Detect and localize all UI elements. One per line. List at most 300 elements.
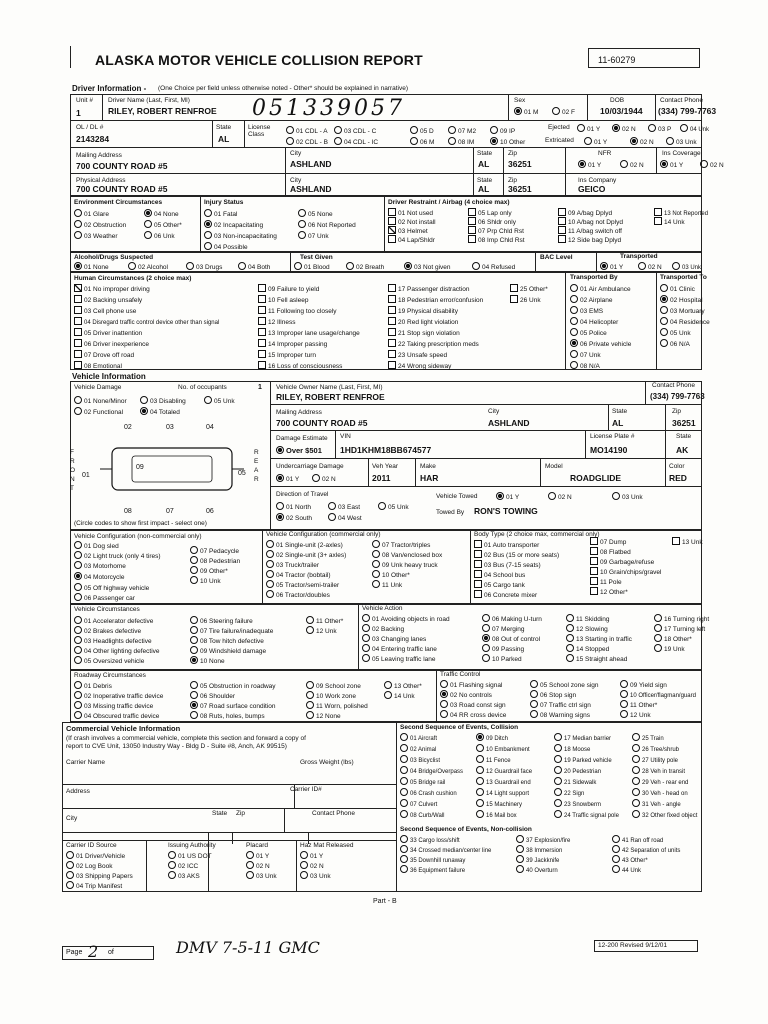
event-3[interactable]: 03 Bicyclist	[400, 755, 440, 765]
owner-value: RILEY, ROBERT RENFROE	[276, 392, 385, 402]
injury-incap[interactable]: 02 Incapacitating	[204, 220, 263, 230]
dir-west[interactable]: 04 West	[328, 513, 362, 523]
damage-disabling[interactable]: 03 Disabling	[140, 396, 186, 406]
circ-windshield[interactable]: 09 Windshield damage	[190, 646, 266, 656]
com-unk[interactable]: 11 Unk	[372, 580, 402, 590]
event-9[interactable]: 09 Ditch	[476, 733, 508, 743]
test-refused[interactable]: 04 Refused	[472, 262, 515, 272]
nc-event-43[interactable]: 43 Other*	[612, 855, 648, 865]
com-tractor-bobtail[interactable]: 04 Tractor (bobtail)	[266, 570, 331, 580]
tc-school-zone[interactable]: 05 School zone sign	[530, 680, 599, 690]
act-straight[interactable]: 15 Straight ahead	[566, 654, 627, 664]
body-grain[interactable]: 10 Grain/chips/gravel	[590, 567, 661, 577]
env-weather[interactable]: 03 Weather	[74, 231, 117, 241]
nc-event-35[interactable]: 35 Downhill runaway	[400, 855, 465, 865]
towed-n[interactable]: 02 N	[548, 492, 572, 502]
extricated-n[interactable]: 02 N	[630, 137, 654, 147]
body-bus-7[interactable]: 03 Bus (7-15 seats)	[474, 560, 541, 570]
id-shipping[interactable]: 03 Shipping Papers	[66, 871, 133, 881]
diag-code-01[interactable]: 01	[82, 472, 90, 479]
tb-helicopter[interactable]: 04 Helicopter	[570, 317, 618, 327]
handwritten-note: DMV 7-5-11 GMC	[176, 938, 320, 957]
act-stopped[interactable]: 14 Stopped	[566, 644, 609, 654]
tb-air-ambulance[interactable]: 01 Air Ambulance	[570, 284, 631, 294]
auth-aks[interactable]: 03 AKS	[168, 871, 200, 881]
act-turn-right[interactable]: 16 Turning right	[654, 614, 709, 624]
ol-state-label: State	[216, 124, 232, 131]
lic-ip[interactable]: 09 IP	[490, 126, 515, 136]
human-17[interactable]: 17 Passenger distraction	[388, 284, 470, 294]
human-19[interactable]: 19 Physical disability	[388, 306, 458, 316]
restraint-prp-chld[interactable]: 07 Prp Chld Rst	[468, 226, 524, 236]
human-01[interactable]: 01 No improper driving	[74, 284, 150, 294]
tt-hospital[interactable]: 02 Hospital	[660, 295, 703, 305]
sex-m-option[interactable]: 01 M	[514, 107, 538, 117]
estimate-label: Damage Estimate	[276, 435, 328, 442]
human-20[interactable]: 20 Red light violation	[388, 317, 458, 327]
nc-event-33[interactable]: 33 Cargo loss/shift	[400, 835, 460, 845]
vehicle-section-label: Vehicle Information	[72, 372, 146, 381]
human-12[interactable]: 12 Illness	[258, 317, 295, 327]
tc-warning[interactable]: 08 Warning signs	[530, 710, 590, 720]
env-glare[interactable]: 01 Glare	[74, 209, 109, 219]
lic-d[interactable]: 05 D	[410, 126, 434, 136]
rd-unk[interactable]: 14 Unk	[384, 691, 415, 701]
event-12[interactable]: 12 Guardrail face	[476, 766, 532, 776]
event-23[interactable]: 23 Snowberm	[554, 799, 601, 809]
placard-n[interactable]: 02 N	[246, 861, 270, 871]
event-25[interactable]: 25 Train	[632, 733, 664, 743]
act-slowing[interactable]: 12 Slowing	[566, 624, 608, 634]
tb-airplane[interactable]: 02 Airplane	[570, 295, 613, 305]
com-other[interactable]: 10 Other*	[372, 570, 410, 580]
circ-other[interactable]: 11 Other*	[306, 616, 343, 626]
cfg-pedestrian[interactable]: 08 Pedestrian	[190, 556, 240, 566]
event-29[interactable]: 29 Veh - rear end	[632, 777, 688, 787]
event-26[interactable]: 26 Tree/shrub	[632, 744, 679, 754]
rd-inoperative[interactable]: 02 Inoperative traffic device	[74, 691, 163, 701]
restraint-imp-chld[interactable]: 08 Imp Chld Rst	[468, 235, 525, 245]
body-bus-15[interactable]: 02 Bus (15 or more seats)	[474, 550, 559, 560]
make-value: HAR	[420, 473, 439, 483]
body-other[interactable]: 12 Other*	[590, 587, 628, 597]
nc-event-38[interactable]: 38 Immersion	[516, 845, 562, 855]
restraint-shldr-only[interactable]: 06 Shldr only	[468, 217, 516, 227]
human-09[interactable]: 09 Failure to yield	[258, 284, 319, 294]
cfg-other[interactable]: 09 Other*	[190, 566, 228, 576]
transported-unk[interactable]: 03 Unk	[672, 262, 701, 272]
com-unk-heavy[interactable]: 09 Unk heavy truck	[372, 560, 438, 570]
human-10[interactable]: 10 Fell asleep	[258, 295, 308, 305]
circ-oversized[interactable]: 05 Oversized vehicle	[74, 656, 144, 666]
env-unk[interactable]: 06 Unk	[144, 231, 175, 241]
test-breath[interactable]: 02 Breath	[346, 262, 384, 272]
auth-usdot[interactable]: 01 US DOT	[168, 851, 212, 861]
body-garbage[interactable]: 09 Garbage/refuse	[590, 557, 654, 567]
extricated-y[interactable]: 01 Y	[584, 137, 607, 147]
towed-by-label: Towed By	[436, 509, 465, 516]
act-starting[interactable]: 13 Starting in traffic	[566, 634, 632, 644]
tc-road-const[interactable]: 03 Road const sign	[440, 700, 506, 710]
event-5[interactable]: 05 Bridge rail	[400, 777, 445, 787]
event-8[interactable]: 08 Curb/Wall	[400, 810, 444, 820]
event-20[interactable]: 20 Pedestrian	[554, 766, 601, 776]
human-26[interactable]: 26 Unk	[510, 295, 541, 305]
circ-none[interactable]: 10 None	[190, 656, 225, 666]
hazmat-n[interactable]: 02 N	[300, 861, 324, 871]
event-7[interactable]: 07 Culvert	[400, 799, 437, 809]
injury-none[interactable]: 05 None	[298, 209, 333, 219]
rd-other[interactable]: 13 Other*	[384, 681, 422, 691]
act-uturn[interactable]: 06 Making U-turn	[482, 614, 542, 624]
diag-code-09[interactable]: 09	[136, 464, 144, 471]
rd-road-surface[interactable]: 07 Road surface condition	[190, 701, 276, 711]
nc-events-label: Second Sequence of Events, Non-collision	[400, 826, 532, 833]
roadway-label: Roadway Circumstances	[74, 672, 146, 679]
act-entering[interactable]: 04 Entering traffic lane	[362, 644, 437, 654]
damage-none-minor[interactable]: 01 None/Minor	[74, 396, 127, 406]
restraint-unk[interactable]: 14 Unk	[654, 217, 685, 227]
env-obstruction[interactable]: 02 Obstruction	[74, 220, 126, 230]
event-10[interactable]: 10 Embankment	[476, 744, 530, 754]
restraint-abag-off[interactable]: 11 A/bag switch off	[558, 226, 622, 236]
transported-to-label: Transported To	[660, 274, 707, 281]
event-28[interactable]: 28 Veh in transit	[632, 766, 685, 776]
alcohol-alcohol[interactable]: 02 Alcohol	[128, 262, 168, 272]
cfg-unk[interactable]: 10 Unk	[190, 576, 221, 586]
event-6[interactable]: 06 Crash cushion	[400, 788, 457, 798]
event-24[interactable]: 24 Traffic signal pole	[554, 810, 619, 820]
cfg-motorhome[interactable]: 03 Motorhome	[74, 561, 126, 571]
env-none[interactable]: 04 None	[144, 209, 179, 219]
sex-f-option[interactable]: 02 F	[552, 107, 575, 117]
event-22[interactable]: 22 Sign	[554, 788, 584, 798]
injury-nonincap[interactable]: 03 Non-incapacitating	[204, 231, 277, 241]
nc-event-39[interactable]: 39 Jackknife	[516, 855, 559, 865]
damage-totaled[interactable]: 04 Totaled	[140, 407, 180, 417]
id-driver-vehicle[interactable]: 01 Driver/Vehicle	[66, 851, 125, 861]
events-label: Second Sequence of Events, Collision	[400, 724, 519, 731]
placard-y[interactable]: 01 Y	[246, 851, 269, 861]
cfg-dog-sled[interactable]: 01 Dog sled	[74, 541, 119, 551]
event-27[interactable]: 27 Utility pole	[632, 755, 678, 765]
human-22[interactable]: 22 Taking prescription meds	[388, 339, 479, 349]
towed-y[interactable]: 01 Y	[496, 492, 519, 502]
dir-east[interactable]: 03 East	[328, 502, 360, 512]
nc-event-40[interactable]: 40 Overturn	[516, 865, 558, 875]
event-13[interactable]: 13 Guardrail end	[476, 777, 531, 787]
event-2[interactable]: 02 Animal	[400, 744, 436, 754]
dir-north[interactable]: 01 North	[276, 502, 311, 512]
towed-unk[interactable]: 03 Unk	[612, 492, 643, 502]
test-not-given[interactable]: 03 Not given	[404, 262, 451, 272]
id-trip[interactable]: 04 Trip Manifest	[66, 881, 122, 891]
nfr-n[interactable]: 02 N	[620, 160, 644, 170]
lic-cdl-b[interactable]: 02 CDL - B	[286, 137, 328, 147]
ejected-n[interactable]: 02 N	[612, 124, 636, 134]
tb-police[interactable]: 05 Police	[570, 328, 607, 338]
restraint-side-bag[interactable]: 12 Side bag Dplyd	[558, 235, 621, 245]
circ-accelerator[interactable]: 01 Accelerator defective	[74, 616, 153, 626]
rd-obscured[interactable]: 04 Obscured traffic device	[74, 711, 159, 721]
body-concrete[interactable]: 06 Concrete mixer	[474, 590, 537, 600]
rd-obstruction[interactable]: 05 Obstruction in roadway	[190, 681, 276, 691]
ejected-p[interactable]: 03 P	[648, 124, 671, 134]
env-other[interactable]: 05 Other*	[144, 220, 182, 230]
human-03[interactable]: 03 Cell phone use	[74, 306, 136, 316]
rd-none[interactable]: 12 None	[306, 711, 341, 721]
act-other[interactable]: 18 Other*	[654, 634, 692, 644]
act-out-of-control[interactable]: 08 Out of control	[482, 634, 540, 644]
ins-coverage-y[interactable]: 01 Y	[660, 160, 683, 170]
restraint-abag-dplyd[interactable]: 09 A/bag Dplyd	[558, 208, 612, 218]
damage-unk[interactable]: 05 Unk	[204, 396, 235, 406]
human-07[interactable]: 07 Drove off road	[74, 350, 134, 360]
circ-tow-hitch[interactable]: 08 Tow hitch defective	[190, 636, 264, 646]
restraint-lap-only[interactable]: 05 Lap only	[468, 208, 512, 218]
human-21[interactable]: 21 Stop sign violation	[388, 328, 460, 338]
act-changing[interactable]: 03 Changing lanes	[362, 634, 426, 644]
event-17[interactable]: 17 Median barrier	[554, 733, 611, 743]
event-11[interactable]: 11 Fence	[476, 755, 511, 765]
hazmat-label: Haz Mat Released	[300, 842, 354, 849]
transported-n[interactable]: 02 N	[638, 262, 662, 272]
lic-m2[interactable]: 07 M2	[448, 126, 476, 136]
alcohol-none[interactable]: 01 None	[74, 262, 109, 272]
body-pole[interactable]: 11 Pole	[590, 577, 622, 587]
tc-no-controls[interactable]: 02 No controls	[440, 690, 492, 700]
nc-event-44[interactable]: 44 Unk	[612, 865, 641, 875]
human-02[interactable]: 02 Backing unsafely	[74, 295, 142, 305]
placard-unk[interactable]: 03 Unk	[246, 871, 277, 881]
dir-south[interactable]: 02 South	[276, 513, 312, 523]
tb-ems[interactable]: 03 EMS	[570, 306, 603, 316]
tb-na[interactable]: 08 N/A	[570, 361, 600, 371]
tt-na[interactable]: 06 N/A	[660, 339, 690, 349]
act-backing[interactable]: 02 Backing	[362, 624, 404, 634]
circ-unk[interactable]: 12 Unk	[306, 626, 337, 636]
human-14[interactable]: 14 Improper passing	[258, 339, 327, 349]
act-skidding[interactable]: 11 Skidding	[566, 614, 610, 624]
injury-not-reported[interactable]: 06 Not Reported	[298, 220, 356, 230]
com-van[interactable]: 08 Van/enclosed box	[372, 550, 442, 560]
diag-code-07[interactable]: 07	[166, 508, 174, 515]
restraint-lap-shldr[interactable]: 04 Lap/Shldr	[388, 235, 435, 245]
human-16[interactable]: 16 Loss of consciousness	[258, 361, 342, 371]
com-truck-trailer[interactable]: 03 Truck/trailer	[266, 560, 319, 570]
diag-code-06[interactable]: 06	[206, 508, 214, 515]
nfr-y[interactable]: 01 Y	[578, 160, 601, 170]
body-flatbed[interactable]: 08 Flatbed	[590, 547, 631, 557]
human-05[interactable]: 05 Driver inattention	[74, 328, 142, 338]
injury-label: Injury Status	[204, 199, 244, 206]
com-single-2[interactable]: 01 Single-unit (2-axles)	[266, 540, 343, 550]
extricated-label: Extricated	[545, 137, 574, 144]
hazmat-y[interactable]: 01 Y	[300, 851, 323, 861]
nc-event-42[interactable]: 42 Separation of units	[612, 845, 680, 855]
tb-unk[interactable]: 07 Unk	[570, 350, 601, 360]
body-dump[interactable]: 07 Dump	[590, 537, 626, 547]
lic-cdl-c[interactable]: 03 CDL - C	[334, 126, 376, 136]
com-single-3[interactable]: 02 Single-unit (3+ axles)	[266, 550, 346, 560]
undercarriage-n[interactable]: 02 N	[312, 474, 336, 484]
diag-code-02[interactable]: 02	[124, 424, 132, 431]
restraint-not-reported[interactable]: 13 Not Reported	[654, 208, 708, 218]
test-blood[interactable]: 01 Blood	[294, 262, 330, 272]
undercarriage-y[interactable]: 01 Y	[276, 474, 299, 484]
alcohol-drugs[interactable]: 03 Drugs	[186, 262, 222, 272]
damage-functional[interactable]: 02 Functional	[74, 407, 123, 417]
tc-officer[interactable]: 10 Officer/flagman/guard	[620, 690, 696, 700]
rd-work-zone[interactable]: 10 Work zone	[306, 691, 356, 701]
tc-rr-cross[interactable]: 04 RR cross device	[440, 710, 506, 720]
cfg-ohv[interactable]: 05 Off highway vehicle	[74, 583, 149, 593]
tt-unk[interactable]: 05 Unk	[660, 328, 691, 338]
zip-value: 36251	[508, 159, 532, 169]
event-21[interactable]: 21 Sidewalk	[554, 777, 596, 787]
diag-code-04[interactable]: 04	[206, 424, 214, 431]
body-unk[interactable]: 13 Unk	[672, 537, 703, 547]
circ-tire[interactable]: 07 Tire failure/inadequate	[190, 626, 273, 636]
human-23[interactable]: 23 Unsafe speed	[388, 350, 447, 360]
lic-im[interactable]: 08 IM	[448, 137, 474, 147]
human-06[interactable]: 06 Driver inexperience	[74, 339, 149, 349]
act-turn-left[interactable]: 17 Turning left	[654, 624, 705, 634]
rd-shoulder[interactable]: 06 Shoulder	[190, 691, 235, 701]
event-14[interactable]: 14 Light support	[476, 788, 529, 798]
act-avoiding[interactable]: 01 Avoiding objects in road	[362, 614, 450, 624]
ejected-unk[interactable]: 04 Unk	[680, 124, 709, 134]
human-18[interactable]: 18 Pedestrian error/confusion	[388, 295, 483, 305]
ins-coverage-n[interactable]: 02 N	[700, 160, 724, 170]
hazmat-unk[interactable]: 03 Unk	[300, 871, 331, 881]
auth-icc[interactable]: 02 ICC	[168, 861, 198, 871]
tb-private[interactable]: 06 Private vehicle	[570, 339, 631, 349]
alcohol-both[interactable]: 04 Both	[238, 262, 270, 272]
lic-cdl-ic[interactable]: 04 CDL - IC	[334, 137, 378, 147]
tc-yield[interactable]: 09 Yield sign	[620, 680, 667, 690]
veh-state-value: AL	[612, 418, 624, 428]
tt-clinic[interactable]: 01 Clinic	[660, 284, 695, 294]
injury-unk[interactable]: 07 Unk	[298, 231, 329, 241]
nc-event-37[interactable]: 37 Explosion/fire	[516, 835, 570, 845]
transported-y[interactable]: 01 Y	[600, 262, 623, 272]
event-4[interactable]: 04 Bridge/Overpass	[400, 766, 463, 776]
rd-missing[interactable]: 03 Missing traffic device	[74, 701, 153, 711]
ejected-y[interactable]: 01 Y	[577, 124, 600, 134]
restraint-not-install[interactable]: 02 Not install	[388, 217, 436, 227]
lic-m[interactable]: 06 M	[410, 137, 434, 147]
id-log-book[interactable]: 02 Log Book	[66, 861, 113, 871]
nc-event-41[interactable]: 41 Ran off road	[612, 835, 663, 845]
injury-fatal[interactable]: 01 Fatal	[204, 209, 238, 219]
body-school-bus[interactable]: 04 School bus	[474, 570, 525, 580]
tc-unk[interactable]: 12 Unk	[620, 710, 651, 720]
tc-traffic-ctrl[interactable]: 07 Traffic ctrl sign	[530, 700, 591, 710]
tt-mortuary[interactable]: 03 Mortuary	[660, 306, 705, 316]
human-25[interactable]: 25 Other*	[510, 284, 548, 294]
circ-steering[interactable]: 06 Steering failure	[190, 616, 253, 626]
event-32[interactable]: 32 Other fixed object	[632, 810, 697, 820]
event-18[interactable]: 18 Moose	[554, 744, 590, 754]
restraint-abag-not[interactable]: 10 A/bag not Dplyd	[558, 217, 623, 227]
diag-code-05[interactable]: 05	[238, 470, 246, 477]
state-value: AL	[478, 159, 490, 169]
circ-lighting[interactable]: 04 Other lighting defective	[74, 646, 160, 656]
transported-by-label: Transported By	[570, 274, 618, 281]
extricated-unk[interactable]: 03 Unk	[666, 137, 697, 147]
event-30[interactable]: 30 Veh - head on	[632, 788, 688, 798]
veh-state-label: State	[612, 408, 628, 415]
body-auto[interactable]: 01 Auto transporter	[474, 540, 539, 550]
nc-event-34[interactable]: 34 Crossed median/center line	[400, 845, 491, 855]
event-31[interactable]: 31 Veh - angle	[632, 799, 681, 809]
cfg-motorcycle[interactable]: 04 Motorcycle	[74, 572, 124, 582]
event-15[interactable]: 15 Machinery	[476, 799, 522, 809]
human-11[interactable]: 11 Following too closely	[258, 306, 337, 316]
act-passing[interactable]: 09 Passing	[482, 644, 524, 654]
tc-stop-sign[interactable]: 06 Stop sign	[530, 690, 576, 700]
human-15[interactable]: 15 Improper turn	[258, 350, 316, 360]
rd-debris[interactable]: 01 Debris	[74, 681, 112, 691]
human-04[interactable]: 04 Disregard traffic control device other than signal	[74, 317, 219, 327]
rd-school-zone[interactable]: 09 School zone	[306, 681, 361, 691]
estimate-over-501[interactable]: Over $501	[276, 446, 322, 455]
act-merging[interactable]: 07 Merging	[482, 624, 525, 634]
circ-headlights[interactable]: 03 Headlights defective	[74, 636, 152, 646]
lic-cdl-a[interactable]: 01 CDL - A	[286, 126, 328, 136]
event-16[interactable]: 16 Mail box	[476, 810, 517, 820]
injury-possible[interactable]: 04 Possible	[204, 242, 248, 252]
tt-residence[interactable]: 04 Residence	[660, 317, 710, 327]
dir-unk[interactable]: 05 Unk	[378, 502, 409, 512]
year-label: Veh Year	[372, 463, 399, 470]
owner-phone-value: (334) 799-7763	[650, 392, 705, 401]
com-tractor-semi[interactable]: 05 Tractor/semi-trailer	[266, 580, 339, 590]
human-24[interactable]: 24 Wrong sideway	[388, 361, 451, 371]
event-19[interactable]: 19 Parked vehicle	[554, 755, 612, 765]
act-parked[interactable]: 10 Parked	[482, 654, 522, 664]
act-unk[interactable]: 19 Unk	[654, 644, 685, 654]
owner-phone-label: Contact Phone	[652, 382, 696, 389]
lic-other[interactable]: 10 Other	[490, 137, 525, 147]
diag-code-08[interactable]: 08	[124, 508, 132, 515]
cfg-pedacycle[interactable]: 07 Pedacycle	[190, 546, 239, 556]
nc-event-36[interactable]: 36 Equipment failure	[400, 865, 465, 875]
circ-brakes[interactable]: 02 Brakes defective	[74, 626, 141, 636]
human-08[interactable]: 08 Emotional	[74, 361, 122, 371]
restraint-helmet[interactable]: 03 Helmet	[388, 226, 428, 236]
gross-weight-label: Gross Weight (lbs)	[300, 759, 354, 766]
color-label: Color	[669, 463, 685, 470]
cfg-passenger-car[interactable]: 06 Passenger car	[74, 593, 135, 603]
restraint-not-used[interactable]: 01 Not used	[388, 208, 433, 218]
tc-other[interactable]: 11 Other*	[620, 700, 657, 710]
act-leaving[interactable]: 05 Leaving traffic lane	[362, 654, 435, 664]
tc-flashing[interactable]: 01 Flashing signal	[440, 680, 502, 690]
diag-code-03[interactable]: 03	[166, 424, 174, 431]
com-tractor-doubles[interactable]: 06 Tractor/doubles	[266, 590, 330, 600]
plate-state-value: AK	[676, 445, 689, 455]
authority-label: Issuing Authority	[168, 842, 216, 849]
com-tractor-triples[interactable]: 07 Tractor/triples	[372, 540, 430, 550]
human-13[interactable]: 13 Improper lane usage/change	[258, 328, 360, 338]
body-cargo-tank[interactable]: 05 Cargo tank	[474, 580, 525, 590]
event-1[interactable]: 01 Aircraft	[400, 733, 437, 743]
rd-ruts[interactable]: 08 Ruts, holes, bumps	[190, 711, 265, 721]
rd-worn[interactable]: 11 Worn, polished	[306, 701, 368, 711]
cfg-light-truck[interactable]: 02 Light truck (only 4 tires)	[74, 551, 161, 561]
